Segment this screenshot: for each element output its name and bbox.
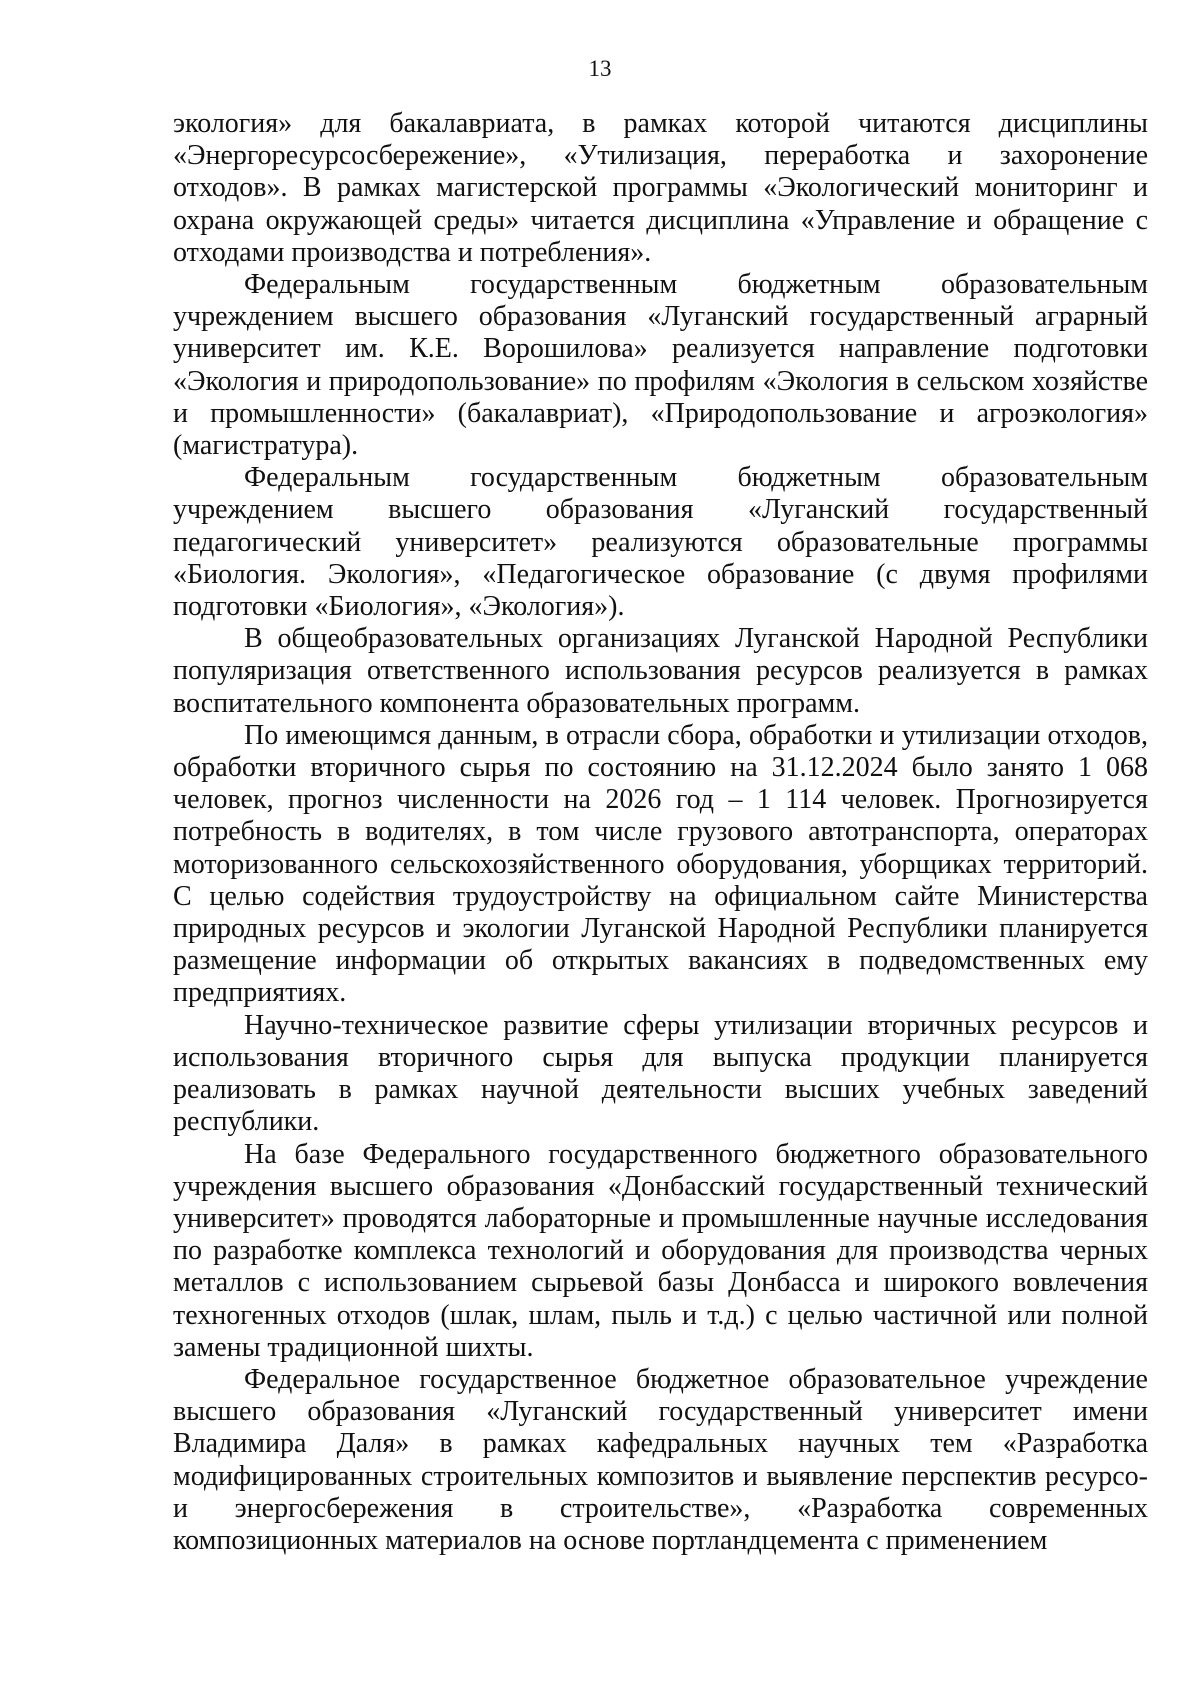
paragraph-general-education: В общеобразовательных организациях Луганской Народной Республики популяризация ответственного использования ресурсов реализуется в рамках воспитательного компонента образовательных программ. [173,623,1148,719]
paragraph-pedagogical-university: Федеральным государственным бюджетным образовательным учреждением высшего образования «Луганский государственный педагогический университет» реализуются образовательные программы «Биология. Экология», «Педагогическое образование (с двумя профилями подготовки «Биология», «Экология»). [173,462,1148,623]
page-number: 13 [588,56,612,81]
paragraph-scientific-development: Научно-техническое развитие сферы утилизации вторичных ресурсов и использования вторичного сырья для выпуска продукции планируется реализовать в рамках научной деятельности высших учебных заведений республики. [173,1009,1148,1138]
document-body [173,108,1148,1557]
paragraph-dahl-university: Федеральное государственное бюджетное образовательное учреждение высшего образования «Луганский государственный университет имени Владимира Даля» в рамках кафедральных научных тем «Разработка модифицированных строительных композитов и выявление перспектив ресурсо- и энергосбережения в строительстве», «Разработка современных композиционных материалов на основе портландцемента с применением [173,1363,1148,1556]
paragraph-technical-university: На базе Федерального государственного бюджетного образовательного учреждения высшего образования «Донбасский государственный технический университет» проводятся лабораторные и промышленные научные исследования по разработке комплекса технологий и оборудования для производства черных металлов с использованием сырьевой базы Донбасса и широкого вовлечения техногенных отходов (шлак, шлам, пыль и т.д.) с целью частичной или полной замены традиционной шихты. [173,1138,1148,1363]
paragraph-continuation: экология» для бакалавриата, в рамках которой читаются дисциплины «Энергоресурсосбережение», «Утилизация, переработка и захоронение отходов». В рамках магистерской программы «Экологический мониторинг и охрана окружающей среды» читается дисциплина «Управление и обращение с отходами производства и потребления». [173,108,1148,268]
paragraph-agrarian-university: Федеральным государственным бюджетным образовательным учреждением высшего образования «Луганский государственный аграрный университет им. К.Е. Ворошилова» реализуется направление подготовки «Экология и природопользование» по профилям «Экология в сельском хозяйстве и промышленности» (бакалавриат), «Природопользование и агроэкология» (магистратура). [173,269,1148,462]
paragraph-employment-data: По имеющимся данным, в отрасли сбора, обработки и утилизации отходов, обработки вторичного сырья по состоянию на 31.12.2024 было занято 1 068 человек, прогноз численности на 2026 год – 1 114 человек. Прогнозируется потребность в водителях, в том числе грузового автотранспорта, операторах моторизованного сельскохозяйственного оборудования, уборщиках территорий. С целью содействия трудоустройству на официальном сайте Министерства природных ресурсов и экологии Луганской Народной Республики планируется размещение информации об открытых вакансиях в подведомственных ему предприятиях. [173,719,1148,1009]
